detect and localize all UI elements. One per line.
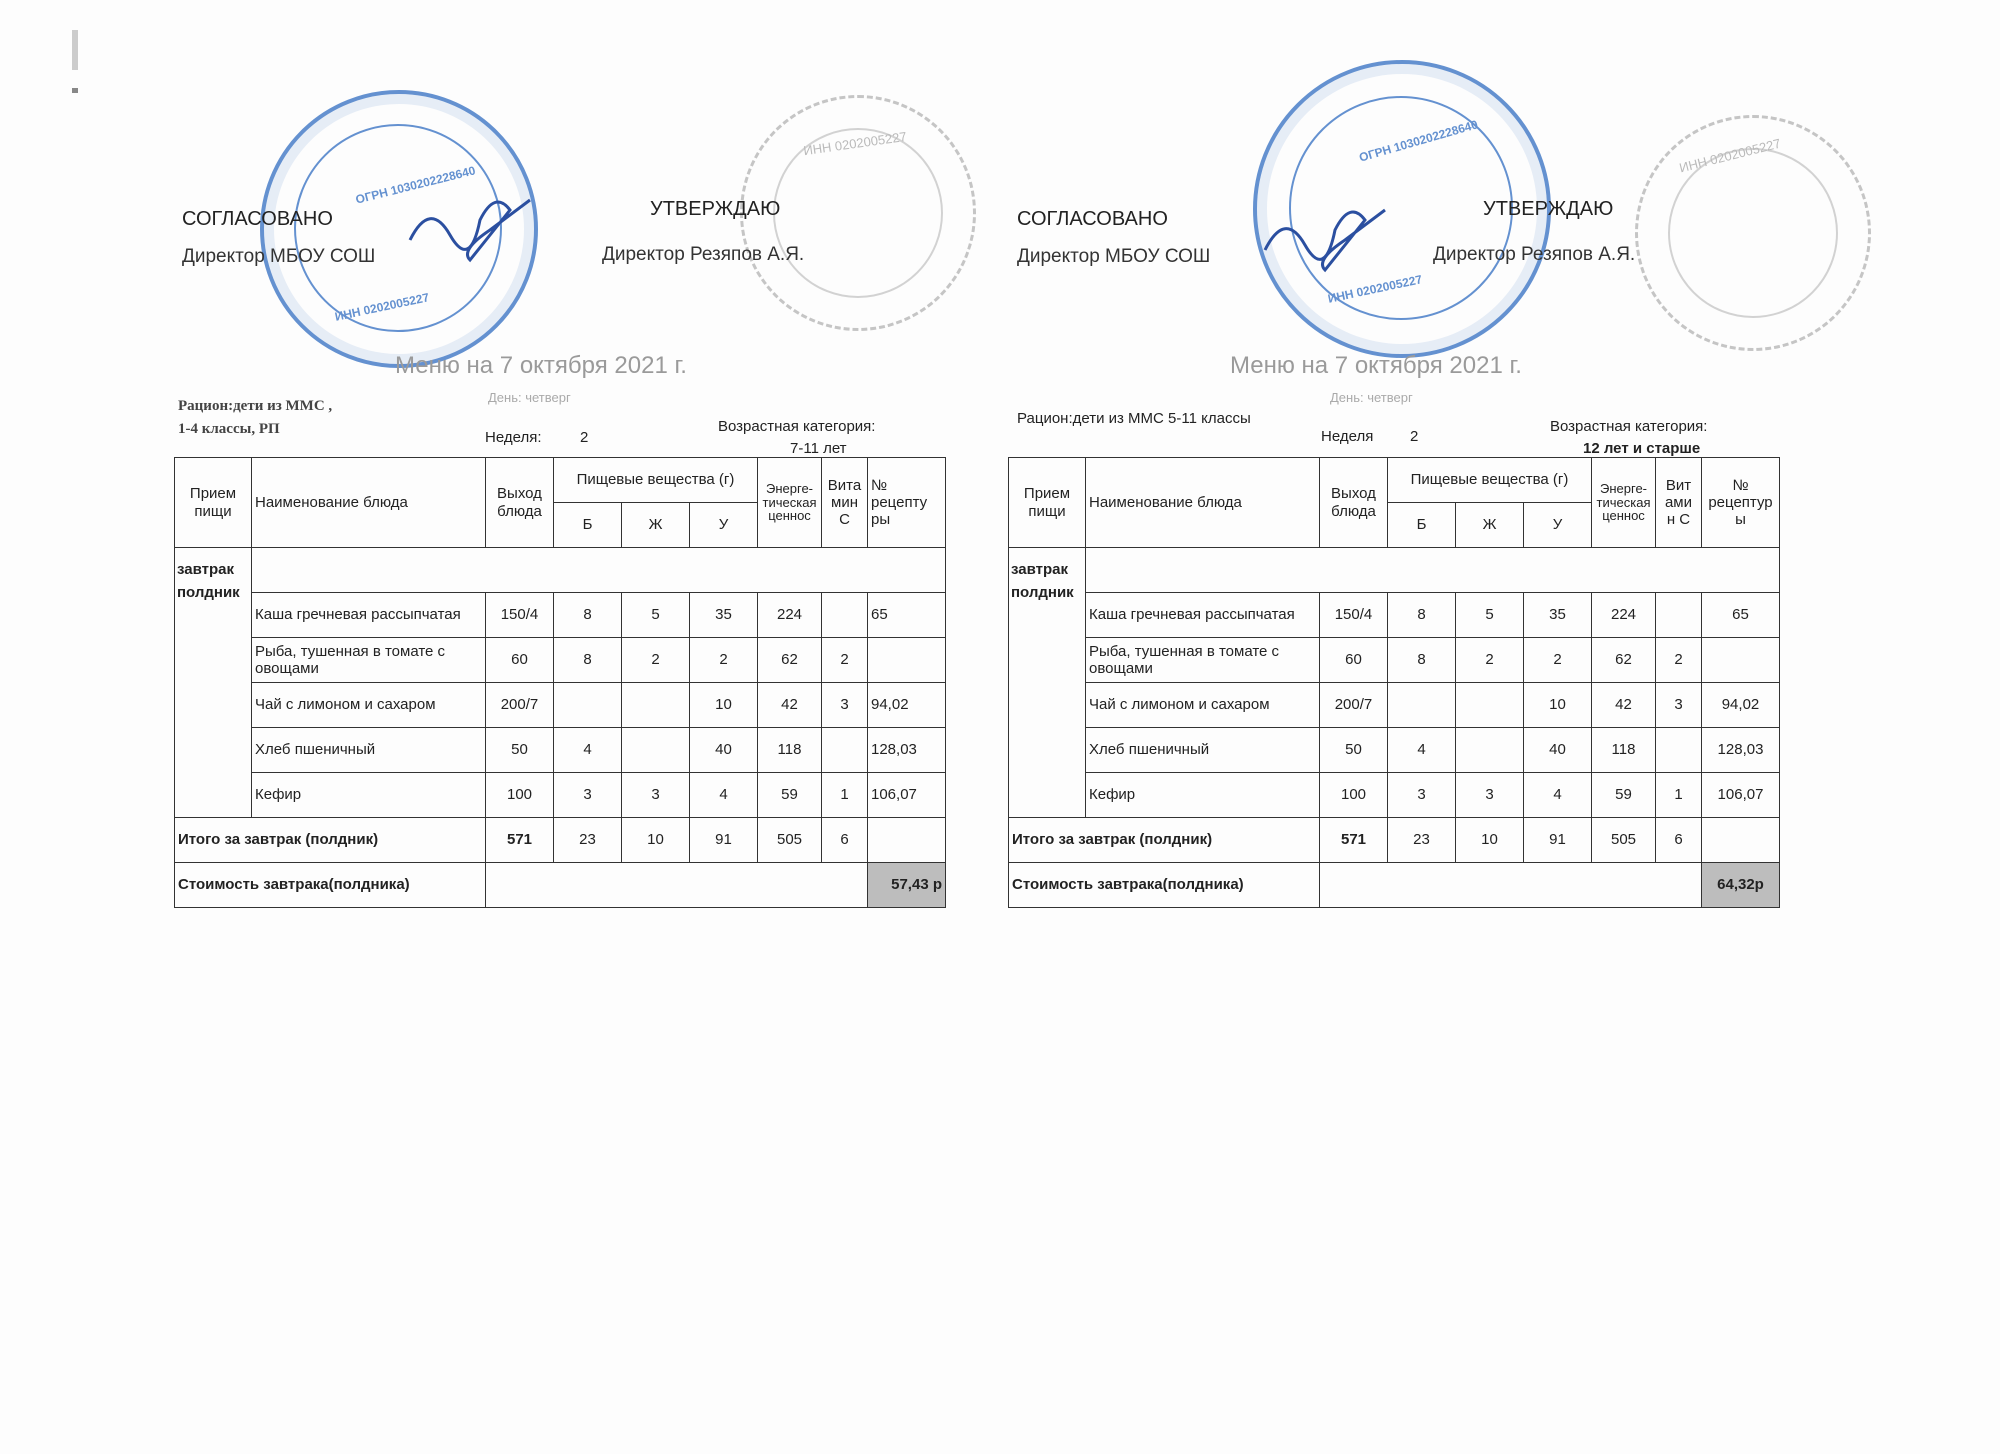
- dish-carbs: 40: [1524, 728, 1592, 773]
- cost-label: Стоимость завтрака(полдника): [175, 863, 486, 908]
- meal-breakfast: завтрак: [177, 560, 234, 578]
- dish-name: Рыба, тушенная в томате с овощами: [1086, 638, 1320, 683]
- dish-protein: 8: [554, 638, 622, 683]
- table-row: [175, 773, 946, 818]
- total-fat: 10: [622, 818, 690, 863]
- dish-name: Кефир: [252, 773, 486, 818]
- header-nutrients: Пищевые вещества (г): [1388, 458, 1592, 503]
- dish-output: 50: [486, 728, 554, 773]
- header-dish: Наименование блюда: [1086, 458, 1320, 548]
- dish-carbs: 40: [690, 728, 758, 773]
- director-name-label: Директор Резяпов А.Я.: [602, 244, 805, 265]
- seal-stamp: ИНН 0202005227: [740, 95, 976, 331]
- dish-fat: [622, 728, 690, 773]
- age-category-label: Возрастная категория:: [1550, 418, 1708, 435]
- school-stamp: ОГРН 1030202228640 ИНН 0202005227: [260, 90, 538, 368]
- dish-name: Рыба, тушенная в томате с овощами: [252, 638, 486, 683]
- total-output: 571: [486, 818, 554, 863]
- seal-stamp: ИНН 0202005227: [1635, 115, 1871, 351]
- agreed-label: СОГЛАСОВАНО: [1017, 208, 1168, 230]
- dish-carbs: 10: [690, 683, 758, 728]
- dish-fat: [1456, 683, 1524, 728]
- header-protein: Б: [1388, 503, 1456, 548]
- dish-fat: 5: [1456, 593, 1524, 638]
- approve-label: УТВЕРЖДАЮ: [1483, 198, 1614, 220]
- dish-carbs: 4: [690, 773, 758, 818]
- meal-snack: полдник: [177, 583, 240, 601]
- day-label: День: четверг: [488, 390, 571, 405]
- dish-fat: 3: [622, 773, 690, 818]
- dish-vitamin: 1: [822, 773, 868, 818]
- dish-fat: [1456, 728, 1524, 773]
- header-energy: Энерге-тическая ценнос: [758, 458, 822, 548]
- dish-output: 100: [486, 773, 554, 818]
- total-carbs: 91: [690, 818, 758, 863]
- menu-title: Меню на 7 октября 2021 г.: [1230, 352, 1522, 379]
- dish-name: Каша гречневая рассыпчатая: [1086, 593, 1320, 638]
- dish-fat: 2: [1456, 638, 1524, 683]
- dish-energy: 62: [1592, 638, 1656, 683]
- dish-energy: 118: [758, 728, 822, 773]
- meal-cell: [1009, 548, 1086, 818]
- table-row: [175, 638, 946, 683]
- table-row: [175, 728, 946, 773]
- dish-recipe: 106,07: [868, 773, 946, 818]
- table-row: [1009, 593, 1780, 638]
- dish-output: 200/7: [486, 683, 554, 728]
- total-carbs: 91: [1524, 818, 1592, 863]
- dish-energy: 42: [758, 683, 822, 728]
- table-row: [175, 683, 946, 728]
- dish-name: Кефир: [1086, 773, 1320, 818]
- dish-protein: 8: [1388, 593, 1456, 638]
- week-value: 2: [1410, 428, 1419, 445]
- cost-spacer: [1320, 863, 1702, 908]
- dish-fat: 5: [622, 593, 690, 638]
- week-value: 2: [580, 429, 589, 446]
- dish-energy: 224: [758, 593, 822, 638]
- dish-output: 200/7: [1320, 683, 1388, 728]
- dish-output: 150/4: [486, 593, 554, 638]
- total-vitamin: 6: [1656, 818, 1702, 863]
- empty-row: [1086, 548, 1780, 593]
- day-label: День: четверг: [1330, 390, 1413, 405]
- dish-vitamin: 3: [822, 683, 868, 728]
- total-output: 571: [1320, 818, 1388, 863]
- empty-row: [252, 548, 946, 593]
- menu-table: [1008, 457, 1780, 908]
- total-protein: 23: [1388, 818, 1456, 863]
- header-output: Выход блюда: [1320, 458, 1388, 548]
- signature: [400, 180, 540, 270]
- dish-vitamin: [1656, 593, 1702, 638]
- total-energy: 505: [1592, 818, 1656, 863]
- dish-recipe: 128,03: [868, 728, 946, 773]
- dish-energy: 224: [1592, 593, 1656, 638]
- cost-value: 64,32р: [1702, 863, 1780, 908]
- ration-label: Рацион:дети из ММС ,: [178, 398, 333, 414]
- meal-snack: полдник: [1011, 583, 1074, 601]
- dish-output: 150/4: [1320, 593, 1388, 638]
- dish-carbs: 2: [1524, 638, 1592, 683]
- table-row: [1009, 638, 1780, 683]
- header-protein: Б: [554, 503, 622, 548]
- total-row: [175, 818, 946, 863]
- dish-protein: 8: [554, 593, 622, 638]
- school-stamp: ОГРН 1030202228640 ИНН 0202005227: [1253, 60, 1551, 358]
- header-energy: Энерге-тическая ценнос: [1592, 458, 1656, 548]
- cost-label: Стоимость завтрака(полдника): [1009, 863, 1320, 908]
- dish-carbs: 35: [1524, 593, 1592, 638]
- age-category-value: 12 лет и старше: [1583, 440, 1701, 457]
- total-label: Итого за завтрак (полдник): [1009, 818, 1320, 863]
- dish-recipe: 65: [1702, 593, 1780, 638]
- cost-spacer: [486, 863, 868, 908]
- menu-panel-secondary: [1005, 0, 1785, 940]
- table-row: [1009, 683, 1780, 728]
- header-carbs: У: [1524, 503, 1592, 548]
- cost-value: 57,43 р: [868, 863, 946, 908]
- total-vitamin: 6: [822, 818, 868, 863]
- table-row: [1009, 773, 1780, 818]
- dish-name: Хлеб пшеничный: [1086, 728, 1320, 773]
- dish-carbs: 4: [1524, 773, 1592, 818]
- dish-vitamin: 1: [1656, 773, 1702, 818]
- dish-protein: [1388, 683, 1456, 728]
- dish-name: Хлеб пшеничный: [252, 728, 486, 773]
- scan-mark: [72, 88, 78, 93]
- dish-carbs: 35: [690, 593, 758, 638]
- scan-mark: [72, 30, 78, 70]
- table-row: [175, 593, 946, 638]
- header-carbs: У: [690, 503, 758, 548]
- dish-name: Чай с лимоном и сахаром: [252, 683, 486, 728]
- dish-vitamin: [822, 728, 868, 773]
- total-recipe: [868, 818, 946, 863]
- dish-output: 60: [486, 638, 554, 683]
- total-energy: 505: [758, 818, 822, 863]
- menu-title: Меню на 7 октября 2021 г.: [395, 352, 687, 379]
- dish-energy: 42: [1592, 683, 1656, 728]
- dish-vitamin: 2: [822, 638, 868, 683]
- dish-recipe: [1702, 638, 1780, 683]
- dish-protein: 4: [554, 728, 622, 773]
- week-label: Неделя:: [485, 429, 542, 446]
- dish-name: Чай с лимоном и сахаром: [1086, 683, 1320, 728]
- ration-label-grades: 1-4 классы, РП: [178, 421, 280, 437]
- dish-energy: 59: [758, 773, 822, 818]
- cost-row: [1009, 863, 1780, 908]
- total-protein: 23: [554, 818, 622, 863]
- total-recipe: [1702, 818, 1780, 863]
- dish-recipe: 128,03: [1702, 728, 1780, 773]
- menu-table: [174, 457, 946, 908]
- dish-fat: [622, 683, 690, 728]
- meal-cell: [175, 548, 252, 818]
- approve-label: УТВЕРЖДАЮ: [650, 198, 781, 220]
- ration-label: Рацион:дети из ММС 5-11 классы: [1017, 410, 1251, 427]
- age-category-label: Возрастная категория:: [718, 418, 876, 435]
- dish-energy: 59: [1592, 773, 1656, 818]
- dish-recipe: 65: [868, 593, 946, 638]
- dish-name: Каша гречневая рассыпчатая: [252, 593, 486, 638]
- signature: [1255, 190, 1395, 280]
- header-output: Выход блюда: [486, 458, 554, 548]
- meal-breakfast: завтрак: [1011, 560, 1068, 578]
- director-name-label: Директор Резяпов А.Я.: [1433, 244, 1636, 265]
- dish-output: 60: [1320, 638, 1388, 683]
- header-nutrients: Пищевые вещества (г): [554, 458, 758, 503]
- cost-row: [175, 863, 946, 908]
- table-row: [1009, 728, 1780, 773]
- age-category-value: 7-11 лет: [790, 440, 847, 457]
- total-label: Итого за завтрак (полдник): [175, 818, 486, 863]
- director-school-label: Директор МБОУ СОШ: [182, 246, 376, 267]
- dish-protein: 8: [1388, 638, 1456, 683]
- menu-panel-primary: [170, 0, 950, 940]
- header-fat: Ж: [1456, 503, 1524, 548]
- header-vitamin: Вита мин С: [822, 458, 868, 548]
- dish-carbs: 10: [1524, 683, 1592, 728]
- dish-energy: 62: [758, 638, 822, 683]
- dish-protein: 3: [554, 773, 622, 818]
- header-dish: Наименование блюда: [252, 458, 486, 548]
- dish-vitamin: [1656, 728, 1702, 773]
- header-meal: Прием пищи: [175, 458, 252, 548]
- director-school-label: Директор МБОУ СОШ: [1017, 246, 1211, 267]
- header-recipe: № рецептур ы: [1702, 458, 1780, 548]
- agreed-label: СОГЛАСОВАНО: [182, 208, 333, 230]
- dish-carbs: 2: [690, 638, 758, 683]
- header-vitamin: Вит ами н С: [1656, 458, 1702, 548]
- dish-recipe: [868, 638, 946, 683]
- week-label: Неделя: [1321, 428, 1374, 445]
- dish-output: 100: [1320, 773, 1388, 818]
- dish-output: 50: [1320, 728, 1388, 773]
- dish-protein: [554, 683, 622, 728]
- dish-vitamin: 2: [1656, 638, 1702, 683]
- header-fat: Ж: [622, 503, 690, 548]
- dish-recipe: 94,02: [1702, 683, 1780, 728]
- dish-protein: 3: [1388, 773, 1456, 818]
- header-recipe: № рецепту ры: [868, 458, 946, 548]
- dish-fat: 2: [622, 638, 690, 683]
- dish-fat: 3: [1456, 773, 1524, 818]
- total-fat: 10: [1456, 818, 1524, 863]
- dish-vitamin: 3: [1656, 683, 1702, 728]
- total-row: [1009, 818, 1780, 863]
- dish-recipe: 106,07: [1702, 773, 1780, 818]
- header-meal: Прием пищи: [1009, 458, 1086, 548]
- dish-protein: 4: [1388, 728, 1456, 773]
- dish-recipe: 94,02: [868, 683, 946, 728]
- dish-energy: 118: [1592, 728, 1656, 773]
- dish-vitamin: [822, 593, 868, 638]
